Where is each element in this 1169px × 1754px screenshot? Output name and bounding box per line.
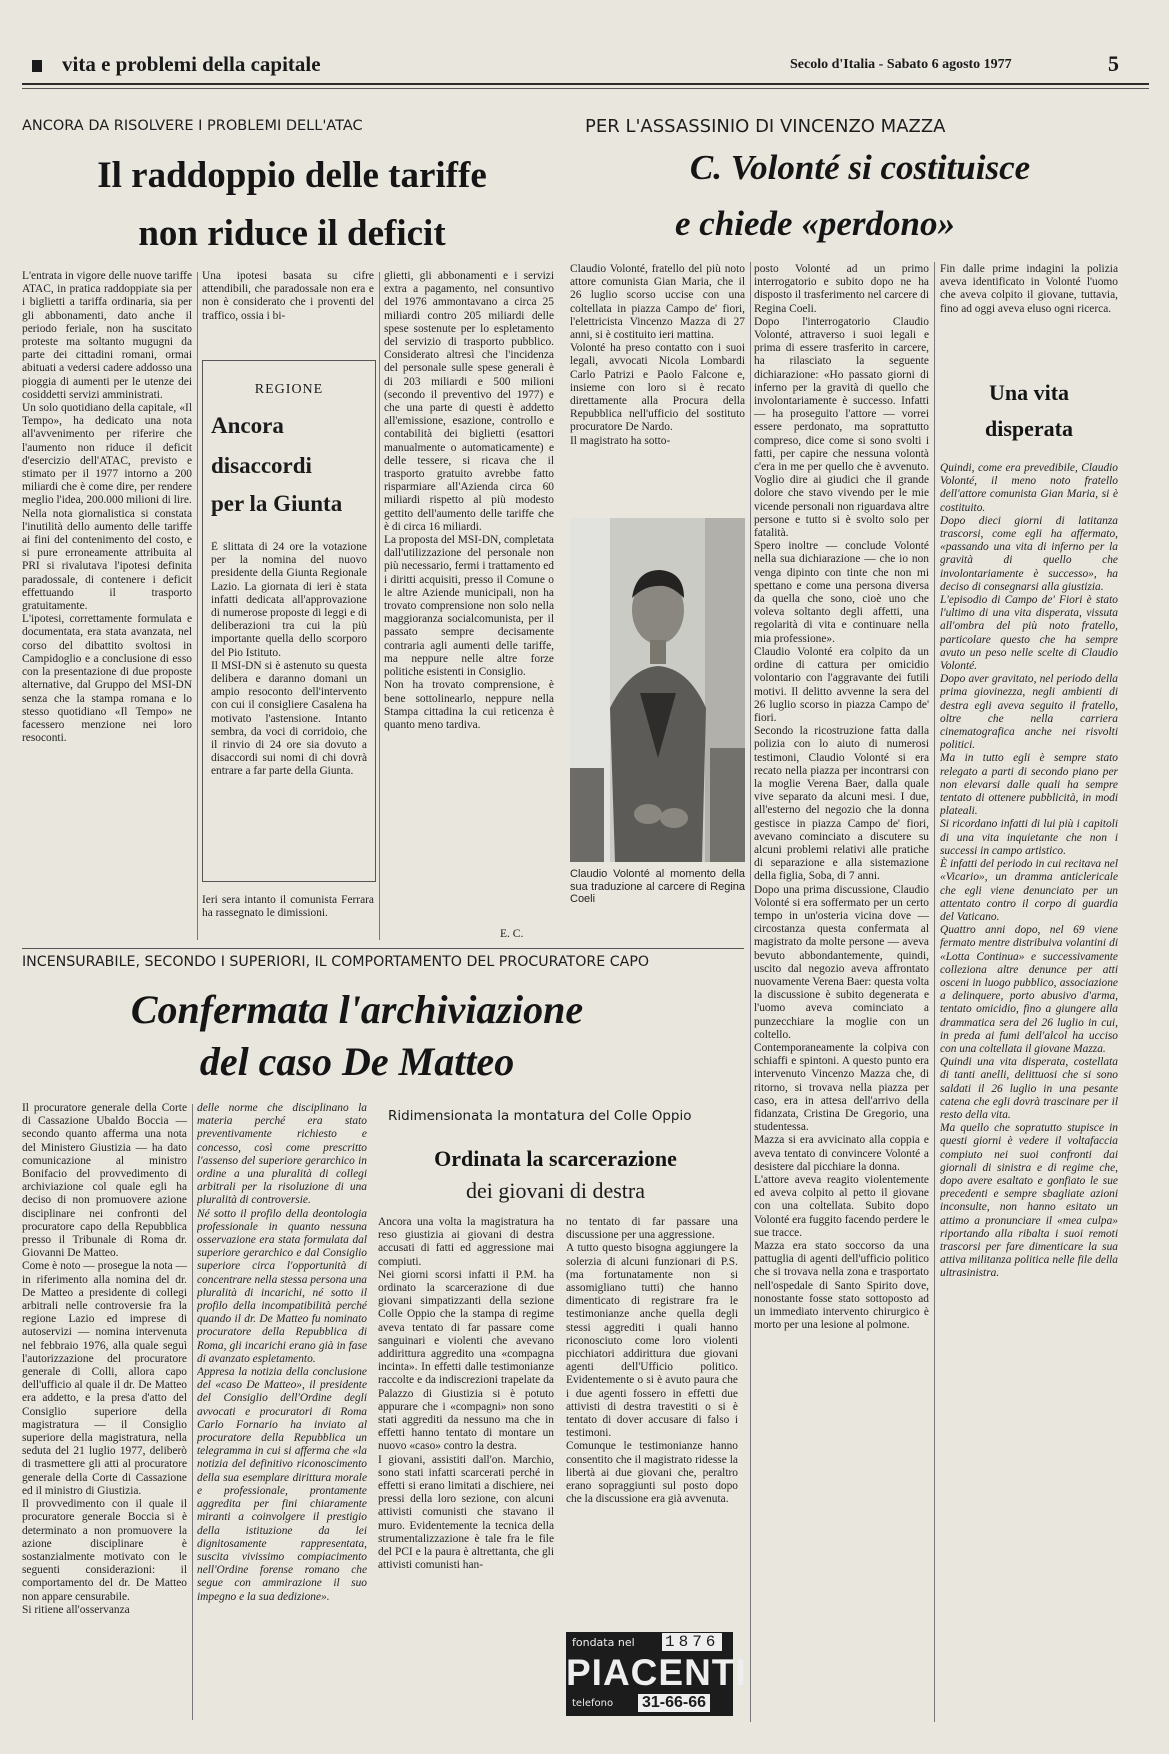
regione-title-line2: disaccordi [211,453,312,478]
disperata-title-line2: disperata [985,416,1073,441]
disperata-title-line1: Una vita [988,380,1070,405]
regione-box [202,360,376,882]
paper-date: Secolo d'Italia - Sabato 6 agosto 1977 [790,57,1012,72]
colle-oppio-column-1: Ancora una volta la magistratura ha reso giustizia ai giovani di destra accusati di fatti ed aggressione mai compiuti. Nei giorni scorsi infatti il P.M. ha ordinato la scarcerazione di due giovani simpatizzanti della sezione Colle Oppio che la stampa di regime aveva tentato di far passare come sanguinari e violenti che avevano addirittura aggredito una «compagna incinta». In effetti dalle testimonianze raccolte e da indiscrezioni trapelate da Palazzo di Giustizia si è potuto appurare che i «compagni» non sono stati aggrediti da nessuno ma che in effetti hanno tentato di montare un nuovo «caso» contro la destra. I giovani, assistiti dall'on. Marchio, sono stati infatti scarcerati perché in effetti si erano limitati a dischiere, nei pressi della loro sezione, con alcuni attivisti comunisti che stavano il muro. Evidentemente la tecnica della strumentalizzazione è tale fra le file del PCI e la paura è altrettanta, che gli attivisti comunisti han- [378,1216,554,1572]
atac-divider-1 [197,272,198,940]
dematteo-title-line2: del caso De Matteo [199,1039,515,1084]
colle-oppio-title-line1: Ordinata la scarcerazione [434,1146,677,1171]
colle-oppio-column-2: no tentato di far passare una discussione per una aggressione. A tutto questo bisogna aggiungere la solerzia di alcuni funzionari di P.S. (ma fortunatamente non si assomigliano tutti) che hanno dimenticato di registrare fra le testimonianze anche quella degli stessi aggrediti i quali hanno riconosciuto come loro violenti picchiatori addirittura due giovani agenti dell'Ufficio politico. Evidentemente o si è avuto paura che i due agenti fossero in effetti due attivisti di destra travestiti o si è tentato di dover accusare di falso i testimoni. Comunque le testimonianze hanno consentito che il magistrato ridesse la libertà ai due giovani che, peraltro erano sopraggiunti sul posto dopo che la discussione era già avvenuta. [566,1216,738,1506]
regione-kicker: REGIONE [254,382,324,397]
advert-brand: PIACENTI [566,1652,747,1693]
advert-founded-label: fondata nel [572,1636,635,1649]
atac-column-3: glietti, gli abbonamenti e i servizi extra a pagamento, nel consuntivo del 1976 ammontavano a circa 25 miliardi contro 205 miliardi delle spese sostenute per lo espletamento del servizio di trasporto pubblico. Considerato altresì che l'incidenza del personale sulle spese generali è di 203 miliardi e 500 milioni (secondo il preventivo del 1977) e che una parte di questi è addetto all'emissione, esazione, controllo e contabilità dei biglietti (esattori manualmente o automaticamente) e delle tessere, si ricava che il trasporto gratuito avrebbe fatto risparmiare all'Azienda circa 60 miliardi rispetto al più modesto gettito dell'aumento delle tariffe che è di circa 16 miliardi. La proposta del MSI-DN, completata dall'utilizzazione del personale non più necessario, fermi i trattamento ed i diritti acquisiti, presso il Comune o le altre Aziende municipali, non ha trovato comprensione non solo nella maggioranza socialcomunista, per il passato sempre decisamente contraria agli aumenti delle tariffe, ma neppure nelle altre forze politiche esistenti in Consiglio. Non ha trovato comprensione, è bene sottolinearlo, neppure nella Stampa cittadina la cui reticenza è quanto meno tardiva. [384,270,554,731]
atac-column-1: L'entrata in vigore delle nuove tariffe ATAC, in pratica raddoppiate sia per i biglietti a tariffa ordinaria, sia per gli abbonamenti, dato anche il periodo feriale, non ha suscitato proteste ma soltanto mugugni da parte dei cittadini romani, ormai abituati a vedersi cadere addosso una pioggia di aumenti per le utenze dei cosiddetti servizi amministrati. Un solo quotidiano della capitale, «Il Tempo», ha dedicato una nota all'avvenimento per riferire che l'aumento non riduce il deficit d'esercizio dell'ATAC, previsto e stimato per il 1977 intorno a 200 miliardi che è come dire, per rendere meglio l'idea, 200.000 milioni di lire. Nella nota giornalistica si constata l'inutilità dello aumento delle tariffe ai fini del contenimento del costo, e si pure erroneamente attribuita al PRI si rivalutava l'ipotesi definita paradossale, di contenere i deficit effettuando il trasporto gratuitamente. L'ipotesi, correttamente formulata e documentata, era stata avanzata, nel corso del dibattito svoltosi in Campidoglio e a conclusione di esso con la presentazione di due proposte alternative, dal Gruppo del MSI-DN senza che la stampa romana e lo stesso quotidiano «Il Tempo» ne facessero menzione nei loro resoconti. [22,270,192,745]
disperata-body: Quindi, come era prevedibile, Claudio Volonté, il meno noto fratello dell'attore comunista Gian Maria, si è costituito. Dopo dieci giorni di latitanza trascorsi, come egli ha affermato, «passando una vita di inferno per la gravità di quello che involontariamente è successo», ha deciso di consegnarsi alla giustizia. L'episodio di Campo de' Fiori è stato l'ultimo di una vita disperata, vissuta all'ombra del più noto fratello, particolare questo che ha sempre avuto un peso nelle scelte di Claudio Volonté. Dopo aver gravitato, nel periodo della prima giovinezza, negli ambienti di destra egli aveva seguito il fratello, oltre che nella carriera cinematografica anche nei risvolti politici. Ma in tutto egli è sempre stato relegato a parti di secondo piano per non elevarsi dalle quali ha sempre tentato di ottenere pubblicità, in modi plateali. Si ricordano infatti di lui più i capitoli di una vita inquietante che non i successi in campo artistico. È infatti del periodo in cui recitava nel «Vicario», un dramma anticlericale che egli viene denunciato per un attentato contro il corpo di guardia del Vaticano. Quattro anni dopo, nel 69 viene fermato mentre distribuiva volantini di «Lotta Continua» e successivamente colleziona altre denunce per atti osceni in luogo pubblico, associazione a delinquere, porto abusivo d'arma, tentato omicidio, fino a giungere alla drammatica sera del 26 luglio in cui, in preda ai fumi dell'alcol ha ucciso con una coltellata il giovane Mazza. Quindi una vita disperata, costellata di tanti anelli, delittuosi che si sono saldati il 26 luglio in una pesante catena che egli dovrà trascinare per il resto della vita. Ma quello che sopratutto stupisce in questi giorni è vedere il voltafaccia compiuto nei suoi confronti dai giornali di sinistra e di regime che, dopo avere esaltato e gonfiato le sue precedenti e sempre sbagliate azioni inconsulte, non hanno esitato un attimo a pronunciare il «mea culpa» riportando alla ribalta i suoi remoti trascorsi per fare dimenticare la sua attiva militanza politica nelle file della ultrasinistra. [940,462,1118,1280]
dematteo-divider [192,1104,193,1720]
masthead-rule-thin [22,88,1149,89]
volonte-photo-caption: Claudio Volonté al momento della sua traduzione al carcere di Regina Coeli [570,868,745,905]
regione-title-line3: per la Giunta [211,491,343,516]
masthead-rule [22,83,1149,85]
piacenti-advert [566,1632,747,1716]
atac-title-line1: Il raddoppio delle tariffe [97,155,487,196]
atac-column-2-bottom: Ieri sera intanto il comunista Ferrara ha rassegnato le dimissioni. [202,894,374,920]
atac-title-line2: non riduce il deficit [138,213,446,254]
volonte-column-3-top: Fin dalle prime indagini la polizia aveva identificato in Volonté l'uomo che aveva colpito il giovane, tuttavia, fino ad oggi aveva eluso ogni ricerca. [940,263,1118,315]
volonte-title-line2: e chiede «perdono» [675,204,955,243]
dematteo-kicker: INCENSURABILE, SECONDO I SUPERIORI, IL COMPORTAMENTO DEL PROCURATORE CAPO [22,954,650,970]
colle-oppio-title-line2: dei giovani di destra [465,1178,645,1203]
volonte-title-line1: C. Volonté si costituisce [689,148,1031,187]
colle-oppio-kicker: Ridimensionata la montatura del Colle Oppio [388,1108,692,1124]
dematteo-title-line1: Confermata l'archiviazione [130,987,584,1032]
page-number: 5 [1108,51,1119,76]
volonte-photo-illustration [570,518,745,862]
volonte-column-2: posto Volonté ad un primo interrogatorio e subito dopo ne ha disposto il trasferimento nel carcere di Regina Coeli. Dopo l'interrogatorio Claudio Volonté, attraverso i suoi legali e prima di essere trasferito in carcere, ha rilasciato la seguente dichiarazione: «Ho passato giorni di inferno per la gravità di quello che involontariamente è successo. Infatti — ha proseguito l'attore — vorrei essere perdonato, ma soprattutto compreso, dice come si sono svolti i fatti, per capire che nessuna volontà c'era in me per quello che è avvenuto. Voglio dire ai giudici che il grande dolore che stavo vivendo per le mie vicende personali non riguardava altre persone e tutto si è svolto solo per fatalità. Spero inoltre — conclude Volonté nella sua dichiarazione — che io non venga dipinto con tinte che non mi spettano e come una persona diversa da quella che sono, cioè uno che voleva soltanto degli affetti, una regolarità di vita e continuare nella mia professione». Claudio Volonté era colpito da un ordine di cattura per omicidio volontario con l'aggravante dei futili motivi. Il delitto avvenne la sera del 26 luglio scorso in piazza Campo de' fiori. Secondo la ricostruzione fatta dalla polizia con lo aiuto di numerosi testimoni, Claudio Volonté si era recato nella piazza per incontrarsi con la moglie Verena Baer, dalla quale vive separato da alcuni mesi. I due, all'esterno del negozio che la donna gestisce in piazza Campo de' fiori, avevano cominciato a discutere su alcuni problemi relativi alle pratiche di separazione e alla sistemazione della figlia, Soba, di 7 anni. Dopo una prima discussione, Claudio Volonté si era soffermato per un certo tempo in un'osteria vicina dove — circostanza questa confermata al magistrato da molte persone — aveva bevuto abbondantemente, quindi, uscito dal negozio aveva affrontato nuovamente Verena Baer: questa volta la discussione è subito degenerata e l'uomo aveva cominciato a punzecchiare la moglie con un coltello. Contemporaneamente la colpiva con schiaffi e spintoni. A questo punto era intervenuto Vincenzo Mazza che, di ritorno, si trovava nella piazza per caso, era in attesa dell'arrivo della fidanzata, Cristina De Gregorio, una studentessa. Mazza si era avvicinato alla coppia e aveva tentato di convincere Volonté a desistere dal picchiare la donna. L'attore aveva reagito violentemente ed aveva colpito al petto il giovane con una coltellata. Subito dopo Volonté era fuggito facendo perdere le sue tracce. Mazza era stato soccorso da una pattuglia di agenti dell'ufficio politico che si trovava nella zona e trasportato nell'ospedale di Santo Spirito dove, nonostante fosse stato sottoposto ad un immediato intervento chirurgico è morto per una lesione al polmone. [754,263,929,1332]
dematteo-column-1: Il procuratore generale della Corte di Cassazione Ubaldo Boccia — secondo quanto afferma una nota del Ministero Giustizia — ha dato comunicazione al ministro Bonifacio del provvedimento di archiviazione col quale egli ha deciso di non promuovere azione disciplinare nei confronti del procuratore capo della Repubblica presso il Tribunale di Roma dr. Giovanni De Matteo. Come è noto — prosegue la nota — in riferimento alla nomina del dr. De Matteo a presidente di collegi arbitrali nelle controversie fra la regione Lazio ed imprese di autoservizi — nomina intervenuta nel febbraio 1976, alla quale seguì l'autorizzazione del procuratore generale di Colli, allora capo dell'ufficio al quale il dr. De Matteo era addetto, e la presa d'atto del Consiglio superiore della magistratura — il Consiglio superiore della magistratura, nella seduta del 21 luglio 1977, deliberò di trasmettere gli atti al procuratore generale della Corte di Cassazione ed il ministro di Giustizia. Il provvedimento con il quale il procuratore generale Boccia si è determinato a non promuovere la azione disciplinare è sostanzialmente motivato con le seguenti considerazioni: il comportamento del dr. De Matteo non appare censurabile. Si ritiene all'osservanza [22,1102,187,1616]
volonte-photo [570,518,745,862]
atac-divider-2 [379,272,380,940]
section-title: vita e problemi della capitale [62,52,321,76]
atac-column-2-top: Una ipotesi basata su cifre attendibili, che paradossale non era e non è considerato che i proventi del traffico, ossia i bi- [202,270,374,322]
advert-phone: 31-66-66 [638,1694,710,1712]
volonte-divider-1 [750,262,751,1722]
dematteo-top-rule [22,948,744,949]
atac-kicker: ANCORA DA RISOLVERE I PROBLEMI DELL'ATAC [22,118,363,134]
advert-phone-label: telefono [572,1698,614,1709]
atac-signature: E. C. [500,928,524,940]
volonte-divider-2 [934,262,935,1722]
volonte-column-1-top: Claudio Volonté, fratello del più noto attore comunista Gian Maria, che il 26 luglio scorso uccise con una coltellata in piazza Campo de' fiori, l'elettricista Vincenzo Mazza di 27 anni, si è costituito ieri mattina. Volonté ha preso contatto con i suoi legali, avvocati Nicola Lombardi Carlo Patrizi e Paolo Falcone e, insieme con loro si è recato direttamente alla Procura della Repubblica nell'ufficio del sostituto procuratore De Nardo. Il magistrato ha sotto- [570,263,745,447]
regione-title-line1: Ancora [211,413,284,438]
advert-year: 1876 [662,1633,722,1651]
volonte-kicker: PER L'ASSASSINIO DI VINCENZO MAZZA [585,116,946,137]
regione-body: È slittata di 24 ore la votazione per la nomina del nuovo presidente della Giunta Regionale Lazio. La giornata di ieri è stata infatti dedicata all'approvazione di numerose proposte di leggi e di deliberazioni tra cui la più importante quella dello scorporo del Pio Istituto. Il MSI-DN si è astenuto su questa delibera e daranno domani un ampio resoconto dell'intervento con cui il consigliere Casalena ha motivato l'astensione. Intanto sembra, da voci di corridoio, che il rinvio di 24 ore sia dovuto a disaccordi sui nomi di chi dovrà entrare a far parte della Giunta. [211,541,367,778]
dematteo-column-2: delle norme che disciplinano la materia perché era stato preventivamente richiesto e concesso, così come prescritto l'assenso del superiore gerarchico in ordine a una pluralità di collegi arbitrali per la risoluzione di una pluralità di controversie. Né sotto il profilo della deontologia professionale in quanto nessuna osservazione era stata formulata dal superiore gerarchico e dal Consiglio superiore circa l'opportunità di concentrare nella stessa persona una pluralità di incarichi, né sotto il profilo della incompatibilità perché quando il dr. De Matteo fu nominato procuratore della Repubblica di Roma, gli incarichi erano già in fase di avanzato espletamento. Appresa la notizia della conclusione del «caso De Matteo», il presidente del Consiglio dell'Ordine degli avvocati e procuratori di Roma Carlo Fornario ha inviato al procuratore della Repubblica un telegramma in cui si afferma che «la notizia del definitivo riconoscimento della sua esemplare dirittura morale e professionale, prontamente aggredita per fini chiaramente miranti a coinvolgere il prestigio della istituzione da lei dignitosamente rappresentata, suscita vivissimo compiacimento nell'Ordine forense romano che segue con ammirazione il suo impegno e la sua dedizione». [197,1102,367,1603]
masthead-square [32,60,42,72]
